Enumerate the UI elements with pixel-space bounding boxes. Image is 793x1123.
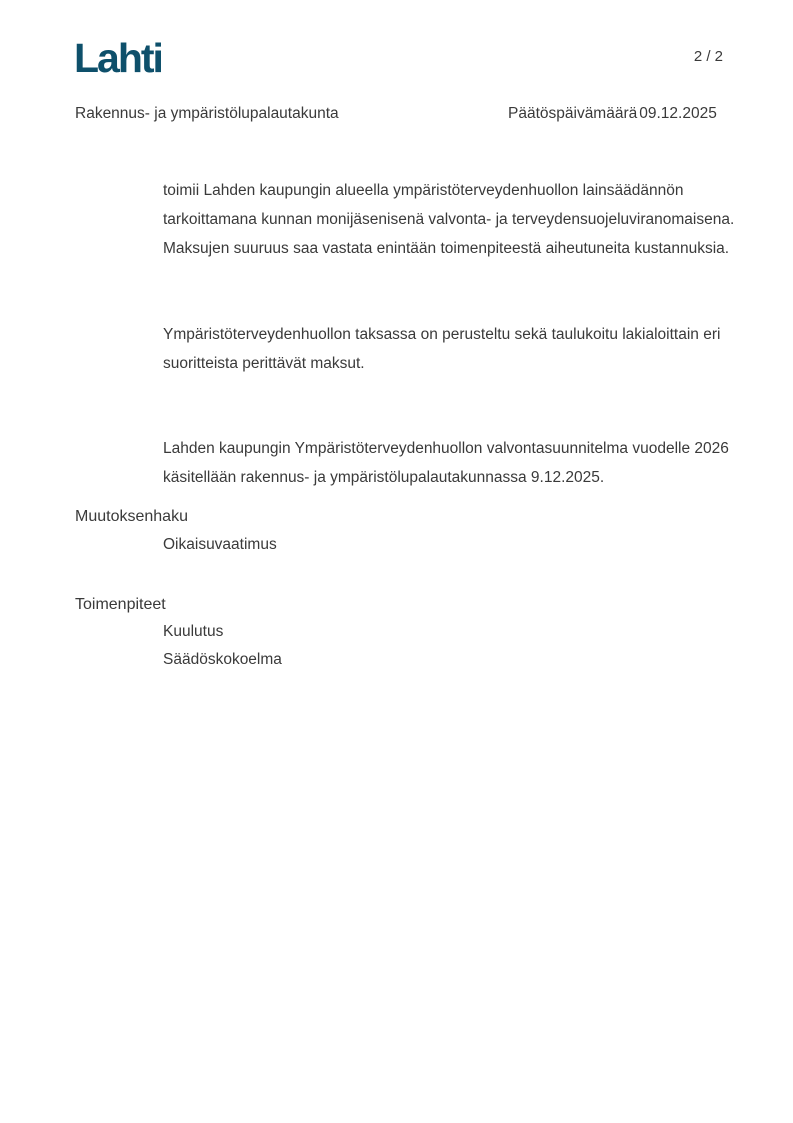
committee-name: Rakennus- ja ympäristölupalautakunta (75, 105, 339, 122)
section-heading-muutoksenhaku: Muutoksenhaku (75, 508, 188, 525)
section-item-saadoskokoelma: Säädöskokoelma (163, 651, 282, 668)
paragraph-3 (163, 434, 729, 492)
paragraph-line: toimii Lahden kaupungin alueella ympäristöterveydenhuollon lainsäädännön (163, 182, 684, 199)
paragraph-line: suoritteista perittävät maksut. (163, 355, 365, 372)
decision-date-value: 09.12.2025 (639, 105, 717, 122)
paragraph-line: käsitellään rakennus- ja ympäristölupalautakunnassa 9.12.2025. (163, 469, 605, 486)
lahti-logo: Lahti (74, 35, 162, 81)
paragraph-line: tarkoittamana kunnan monijäsenisenä valvonta- ja terveydensuojeluviranomaisena. (163, 211, 735, 228)
paragraph-2 (163, 320, 720, 378)
section-item-kuulutus: Kuulutus (163, 623, 224, 640)
section-heading-toimenpiteet: Toimenpiteet (75, 596, 166, 613)
paragraph-1 (163, 176, 734, 263)
section-item-oikaisuvaatimus: Oikaisuvaatimus (163, 536, 277, 553)
paragraph-line: Maksujen suuruus saa vastata enintään toimenpiteestä aiheutuneita kustannuksia. (163, 240, 730, 257)
paragraph-line: Lahden kaupungin Ympäristöterveydenhuollon valvontasuunnitelma vuodelle 2026 (163, 440, 729, 457)
decision-date-label: Päätöspäivämäärä (508, 105, 638, 122)
decision-date (508, 105, 717, 123)
page-number: 2 / 2 (693, 48, 723, 65)
paragraph-line: Ympäristöterveydenhuollon taksassa on perusteltu sekä taulukoitu lakialoittain eri (163, 326, 721, 343)
